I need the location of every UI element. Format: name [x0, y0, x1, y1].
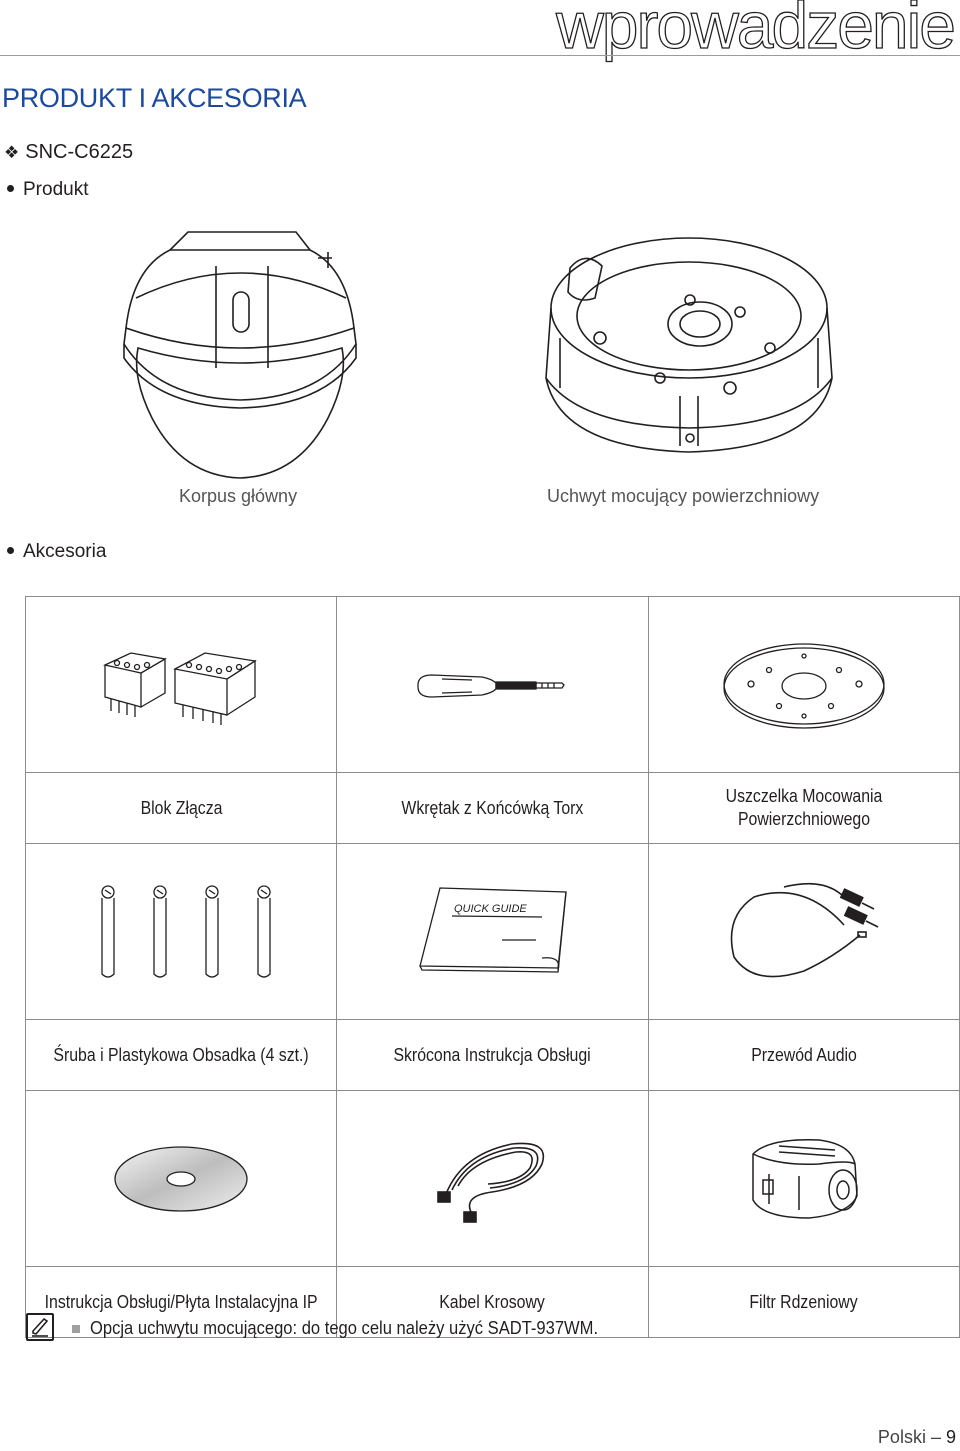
- screws-anchors-image: [26, 844, 337, 1020]
- header-rule: [0, 55, 960, 56]
- bracket-caption: Uchwyt mocujący powierzchniowy: [547, 486, 820, 506]
- diamond-bullet-icon: ❖: [4, 143, 20, 162]
- installation-cd-image: [26, 1091, 337, 1267]
- screws-anchors-label: Śruba i Plastykowa Obsadka (4 szt.): [26, 1020, 337, 1091]
- core-filter-image: [648, 1091, 959, 1267]
- mounting-bracket-illustration: [540, 228, 838, 456]
- accessories-label: Akcesoria: [23, 541, 107, 562]
- audio-cable-label: Przewód Audio: [648, 1020, 959, 1091]
- accessories-table: [25, 596, 960, 1338]
- mount-gasket-image: [648, 597, 959, 773]
- audio-cable-image: [648, 844, 959, 1020]
- quick-guide-image: [337, 844, 648, 1020]
- torx-screwdriver-image: [337, 597, 648, 773]
- installation-cd-label: Instrukcja Obsługi/Płyta Instalacyjna IP: [26, 1267, 337, 1338]
- square-bullet-icon: [72, 1325, 80, 1333]
- product-label: Produkt: [23, 179, 89, 200]
- terminal-block-label: Blok Złącza: [26, 773, 337, 844]
- chapter-title: wprowadzenie: [556, 0, 954, 62]
- accessories-heading: [2, 541, 106, 563]
- bullet-icon: [7, 547, 14, 554]
- model-heading: [4, 141, 133, 164]
- footer-separator: –: [930, 1427, 941, 1447]
- terminal-block-image: [26, 597, 337, 773]
- bullet-icon: [7, 185, 14, 192]
- footer-language: Polski: [877, 1427, 926, 1447]
- mount-gasket-label: Uszczelka Mocowania Powierzchniowego: [648, 773, 959, 844]
- section-title: PRODUKT I AKCESORIA: [2, 83, 307, 113]
- page-number: 9: [945, 1427, 956, 1447]
- main-body-illustration: [118, 218, 363, 480]
- note-text: Opcja uchwytu mocującego: do tego celu należy użyć SADT-937WM.: [90, 1318, 599, 1338]
- note-icon: [26, 1313, 54, 1341]
- patch-cable-label: Kabel Krosowy: [337, 1267, 648, 1338]
- page-footer: [878, 1427, 956, 1448]
- main-body-caption: Korpus główny: [179, 486, 298, 506]
- product-heading: [2, 179, 88, 201]
- torx-screwdriver-label: Wkrętak z Końcówką Torx: [337, 773, 648, 844]
- quick-guide-label: Skrócona Instrukcja Obsługi: [337, 1020, 648, 1091]
- model-name: SNC-C6225: [25, 141, 134, 163]
- patch-cable-image: [337, 1091, 648, 1267]
- core-filter-label: Filtr Rdzeniowy: [648, 1267, 959, 1338]
- quick-guide-text: QUICK GUIDE: [454, 902, 528, 915]
- note: [72, 1318, 642, 1339]
